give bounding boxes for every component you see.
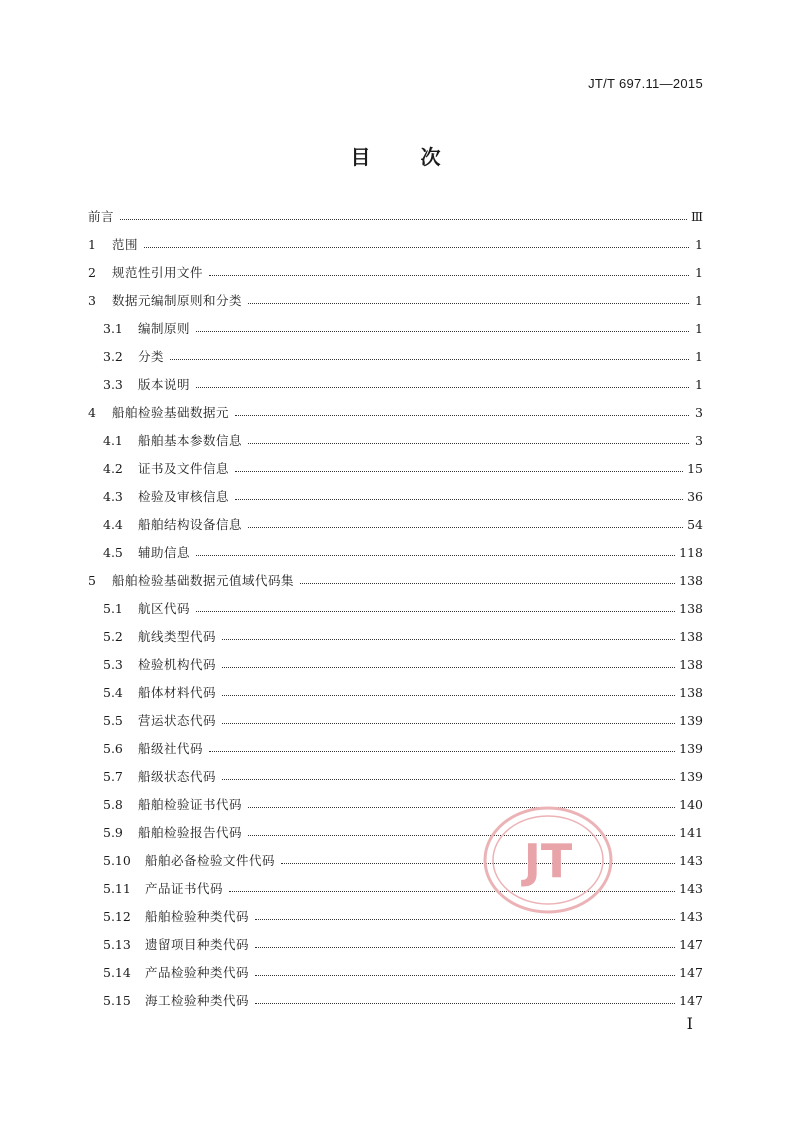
toc-entry-number: 5.8 xyxy=(103,796,123,812)
toc-entry[interactable] xyxy=(88,986,703,1014)
toc-entry-label: 船舶必备检验文件代码 xyxy=(145,853,276,868)
toc-dot-leader xyxy=(196,330,689,332)
toc-dot-leader xyxy=(209,750,675,752)
toc-dot-leader xyxy=(222,666,675,668)
toc-entry-number: 3.1 xyxy=(103,320,123,336)
toc-entry-label: 证书及文件信息 xyxy=(138,461,230,476)
jt-logo-watermark xyxy=(482,805,614,915)
toc-entry-page: 1 xyxy=(695,376,703,392)
toc-entry-label: 船舶检验基础数据元 xyxy=(112,405,230,420)
toc-entry-number: 3 xyxy=(88,292,96,308)
toc-entry[interactable] xyxy=(88,398,703,426)
toc-dot-leader xyxy=(222,722,675,724)
toc-entry-number: 5.11 xyxy=(103,880,131,896)
toc-dot-leader xyxy=(196,386,689,388)
toc-entry-label: 版本说明 xyxy=(138,377,191,392)
toc-entry-number: 5.15 xyxy=(103,992,131,1008)
toc-dot-leader xyxy=(120,218,687,220)
toc-entry-number: 5.7 xyxy=(103,768,123,784)
toc-entry-page: 138 xyxy=(679,684,703,700)
toc-entry[interactable] xyxy=(88,510,703,538)
toc-entry-page: 3 xyxy=(695,404,703,420)
toc-dot-leader xyxy=(170,358,689,360)
toc-entry-page: 1 xyxy=(695,348,703,364)
toc-entry-page: 118 xyxy=(679,544,703,560)
toc-entry-label: 分类 xyxy=(138,349,165,364)
toc-dot-leader xyxy=(281,862,675,864)
toc-dot-leader xyxy=(300,582,675,584)
toc-dot-leader xyxy=(222,694,675,696)
toc-dot-leader xyxy=(196,610,675,612)
page-title xyxy=(0,141,793,170)
toc-entry-page: 1 xyxy=(695,236,703,252)
toc-entry-label: 船舶检验种类代码 xyxy=(145,909,250,924)
toc-entry-label: 船舶基本参数信息 xyxy=(138,433,243,448)
toc-entry-label: 船级状态代码 xyxy=(138,769,217,784)
toc-entry[interactable] xyxy=(88,286,703,314)
toc-entry-page: 143 xyxy=(679,880,703,896)
toc-entry-page: 138 xyxy=(679,600,703,616)
toc-entry-number: 5.12 xyxy=(103,908,131,924)
toc-entry-page: 140 xyxy=(679,796,703,812)
toc-entry-number: 5.6 xyxy=(103,740,123,756)
standard-code: JT/T 697.11—2015 xyxy=(588,76,703,91)
toc-entry[interactable] xyxy=(88,678,703,706)
toc-entry[interactable] xyxy=(88,930,703,958)
toc-entry-number: 5.3 xyxy=(103,656,123,672)
page-folio: Ⅰ xyxy=(686,1014,693,1033)
toc-entry[interactable] xyxy=(88,594,703,622)
toc-entry-page: 15 xyxy=(687,460,703,476)
toc-entry-label: 海工检验种类代码 xyxy=(145,993,250,1008)
toc-entry-page: 138 xyxy=(679,572,703,588)
toc-entry-page: 141 xyxy=(679,824,703,840)
toc-entry-label: 产品证书代码 xyxy=(145,881,224,896)
toc-entry-label: 检验机构代码 xyxy=(138,657,217,672)
toc-entry-number: 5.14 xyxy=(103,964,131,980)
toc-entry[interactable] xyxy=(88,734,703,762)
toc-dot-leader xyxy=(255,918,675,920)
toc-dot-leader xyxy=(196,554,675,556)
toc-entry[interactable] xyxy=(88,650,703,678)
toc-entry-number: 4.2 xyxy=(103,460,123,476)
toc-dot-leader xyxy=(255,1002,675,1004)
toc-entry-page: 1 xyxy=(695,292,703,308)
toc-entry[interactable] xyxy=(88,622,703,650)
toc-entry-number: 3.3 xyxy=(103,376,123,392)
toc-entry-label: 航线类型代码 xyxy=(138,629,217,644)
toc-entry[interactable] xyxy=(88,762,703,790)
toc-entry[interactable] xyxy=(88,538,703,566)
toc-entry-number: 4 xyxy=(88,404,96,420)
toc-entry-label: 船舶检验证书代码 xyxy=(138,797,243,812)
toc-entry[interactable] xyxy=(88,958,703,986)
toc-entry-number: 5.1 xyxy=(103,600,123,616)
toc-entry-label: 规范性引用文件 xyxy=(112,265,204,280)
toc-entry-page: 1 xyxy=(695,320,703,336)
toc-entry-page: 36 xyxy=(687,488,703,504)
toc-entry-label: 检验及审核信息 xyxy=(138,489,230,504)
toc-entry-page: 147 xyxy=(679,936,703,952)
toc-entry-label: 数据元编制原则和分类 xyxy=(112,293,243,308)
toc-entry[interactable] xyxy=(88,482,703,510)
toc-entry-page: 147 xyxy=(679,992,703,1008)
toc-entry[interactable] xyxy=(88,230,703,258)
toc-entry-label: 船舶检验基础数据元值域代码集 xyxy=(112,573,295,588)
toc-entry[interactable] xyxy=(88,454,703,482)
toc-entry-page: 138 xyxy=(679,656,703,672)
toc-entry-number: 5.5 xyxy=(103,712,123,728)
toc-dot-leader xyxy=(248,526,683,528)
toc-entry-number: 1 xyxy=(88,236,96,252)
toc-entry[interactable] xyxy=(88,342,703,370)
toc-entry[interactable] xyxy=(88,706,703,734)
toc-entry-number: 3.2 xyxy=(103,348,123,364)
toc-entry-label: 船体材料代码 xyxy=(138,685,217,700)
toc-entry[interactable] xyxy=(88,426,703,454)
toc-entry-label: 船舶结构设备信息 xyxy=(138,517,243,532)
toc-entry-page: 138 xyxy=(679,628,703,644)
toc-entry-label: 范围 xyxy=(112,237,139,252)
toc-entry-number: 5.13 xyxy=(103,936,131,952)
toc-dot-leader xyxy=(222,778,675,780)
toc-entry-number: 4.3 xyxy=(103,488,123,504)
toc-entry-label: 前言 xyxy=(88,209,115,224)
toc-dot-leader xyxy=(235,470,683,472)
toc-entry-number: 5 xyxy=(88,572,96,588)
toc-entry-label: 遗留项目种类代码 xyxy=(145,937,250,952)
toc-entry-page: 139 xyxy=(679,712,703,728)
toc-entry-number: 4.4 xyxy=(103,516,123,532)
toc-entry-page: 143 xyxy=(679,908,703,924)
toc-entry[interactable] xyxy=(88,258,703,286)
toc-entry-page: 143 xyxy=(679,852,703,868)
toc-entry[interactable] xyxy=(88,202,703,230)
toc-entry-page: 1 xyxy=(695,264,703,280)
title-char-1: 目 xyxy=(350,145,373,169)
toc-dot-leader xyxy=(144,246,689,248)
toc-dot-leader xyxy=(235,498,683,500)
toc-entry-number: 4.1 xyxy=(103,432,123,448)
toc-entry-label: 营运状态代码 xyxy=(138,713,217,728)
toc-entry-page: 147 xyxy=(679,964,703,980)
watermark-text: JT xyxy=(523,834,573,888)
toc-entry[interactable] xyxy=(88,566,703,594)
toc-entry-number: 5.10 xyxy=(103,852,131,868)
toc-dot-leader xyxy=(248,302,689,304)
toc-entry[interactable] xyxy=(88,314,703,342)
toc-dot-leader xyxy=(255,946,675,948)
toc-entry-label: 船舶检验报告代码 xyxy=(138,825,243,840)
toc-entry-number: 5.9 xyxy=(103,824,123,840)
toc-entry-page: 139 xyxy=(679,740,703,756)
toc-entry-number: 2 xyxy=(88,264,96,280)
toc-entry-label: 产品检验种类代码 xyxy=(145,965,250,980)
toc-dot-leader xyxy=(222,638,675,640)
toc-dot-leader xyxy=(248,442,689,444)
toc-entry-page: 139 xyxy=(679,768,703,784)
toc-entry[interactable] xyxy=(88,370,703,398)
toc-entry-label: 编制原则 xyxy=(138,321,191,336)
toc-dot-leader xyxy=(235,414,689,416)
title-char-2: 次 xyxy=(420,145,443,169)
toc-dot-leader xyxy=(209,274,689,276)
toc-entry-number: 5.4 xyxy=(103,684,123,700)
toc-entry-label: 船级社代码 xyxy=(138,741,204,756)
toc-entry-page: Ⅲ xyxy=(690,208,703,224)
toc-entry-page: 54 xyxy=(687,516,703,532)
toc-dot-leader xyxy=(255,974,675,976)
toc-entry-number: 5.2 xyxy=(103,628,123,644)
toc-entry-label: 辅助信息 xyxy=(138,545,191,560)
toc-entry-page: 3 xyxy=(695,432,703,448)
toc-entry-label: 航区代码 xyxy=(138,601,191,616)
toc-entry-number: 4.5 xyxy=(103,544,123,560)
